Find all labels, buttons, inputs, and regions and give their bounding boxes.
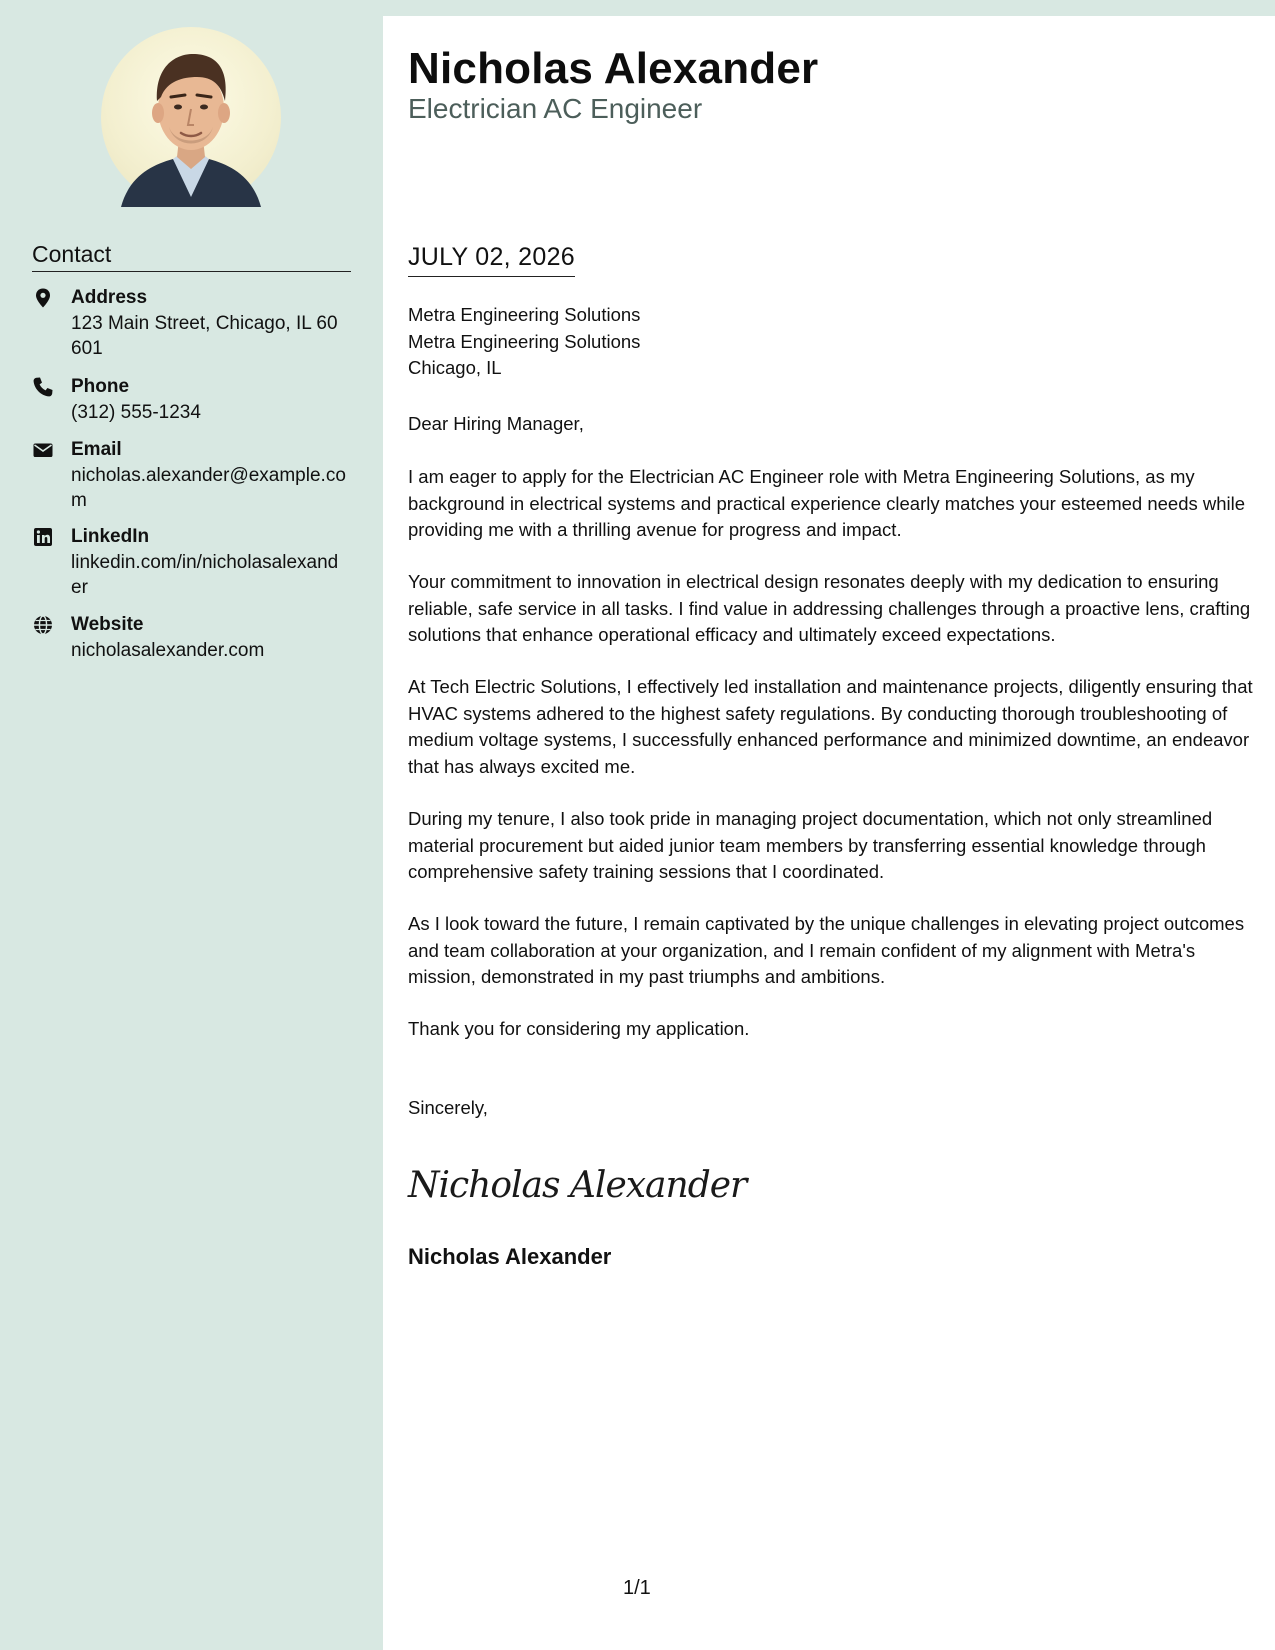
- contact-item-phone: [32, 375, 352, 425]
- contact-value-address: 123 Main Street, Chicago, IL 60601: [71, 313, 338, 359]
- recipient-block: [408, 302, 1248, 382]
- contact-label-address: Address: [71, 287, 148, 308]
- contact-label-email: Email: [71, 439, 122, 460]
- contact-item-address: [32, 286, 352, 362]
- profile-photo: [101, 27, 281, 207]
- phone-icon: [32, 376, 54, 398]
- contact-value-linkedin: linkedin.com/in/nicholasalexander: [71, 552, 339, 598]
- letter-paragraph: Your commitment to innovation in electrical design resonates deeply with my dedication to ensuring reliable, safe service in all tasks. I find value in addressing challenges through a proactive lens, crafting solutions that enhance operational efficacy and ultimately exceed expectations.: [408, 571, 1251, 645]
- salutation: Dear Hiring Manager,: [408, 413, 584, 434]
- contact-label-linkedin: LinkedIn: [71, 526, 150, 547]
- contact-label-website: Website: [71, 614, 144, 635]
- letter-paragraph: As I look toward the future, I remain captivated by the unique challenges in elevating project outcomes and team collaboration at your organization, and I remain confident of my alignment with Metra's mission, demonstrated in my past triumphs and ambitions.: [408, 913, 1245, 987]
- letter-paragraph: I am eager to apply for the Electrician AC Engineer role with Metra Engineering Solutions, as my background in electrical systems and practical experience clearly matches your esteemed needs while providing me with a thrilling avenue for progress and impact.: [408, 466, 1246, 540]
- contact-value-phone: (312) 555-1234: [71, 402, 201, 423]
- location-pin-icon: [32, 287, 54, 309]
- recipient-line: Metra Engineering Solutions: [408, 330, 641, 352]
- envelope-icon: [32, 439, 54, 461]
- signature: Nicholas Alexander: [408, 1165, 747, 1206]
- signed-name: Nicholas Alexander: [408, 1244, 612, 1269]
- globe-icon: [32, 614, 54, 636]
- contact-item-website: [32, 613, 352, 663]
- page-number: 1/1: [623, 1577, 651, 1599]
- contact-value-email: nicholas.alexander@example.com: [71, 465, 346, 511]
- letter-date: JULY 02, 2026: [408, 242, 575, 277]
- contact-label-phone: Phone: [71, 376, 130, 397]
- recipient-line: Chicago, IL: [408, 357, 502, 378]
- job-title: Electrician AC Engineer: [408, 93, 703, 124]
- letter-paragraph: Thank you for considering my application.: [408, 1018, 750, 1039]
- contact-item-linkedin: [32, 525, 352, 601]
- recipient-line: Metra Engineering Solutions: [408, 304, 641, 325]
- contact-value-website: nicholasalexander.com: [71, 640, 265, 661]
- letter-panel: [383, 16, 1275, 1650]
- contact-heading: Contact: [32, 240, 351, 272]
- contact-item-email: [32, 438, 352, 514]
- applicant-name: Nicholas Alexander: [408, 44, 819, 93]
- letter-paragraph: During my tenure, I also took pride in managing project documentation, which not only streamlined material procurement but aided junior team members by transferring essential knowledge through comprehensive safety training sessions that I coordinated.: [408, 808, 1213, 882]
- letter-paragraph: At Tech Electric Solutions, I effectively led installation and maintenance projects, diligently ensuring that HVAC systems adhered to the highest safety regulations. By conducting thorough troubleshooting of medium voltage systems, I successfully enhanced performance and minimized downtime, an endeavor that has always excited me.: [408, 676, 1253, 777]
- sidebar: [0, 0, 383, 1650]
- closing: Sincerely,: [408, 1097, 488, 1118]
- linkedin-icon: [32, 526, 54, 548]
